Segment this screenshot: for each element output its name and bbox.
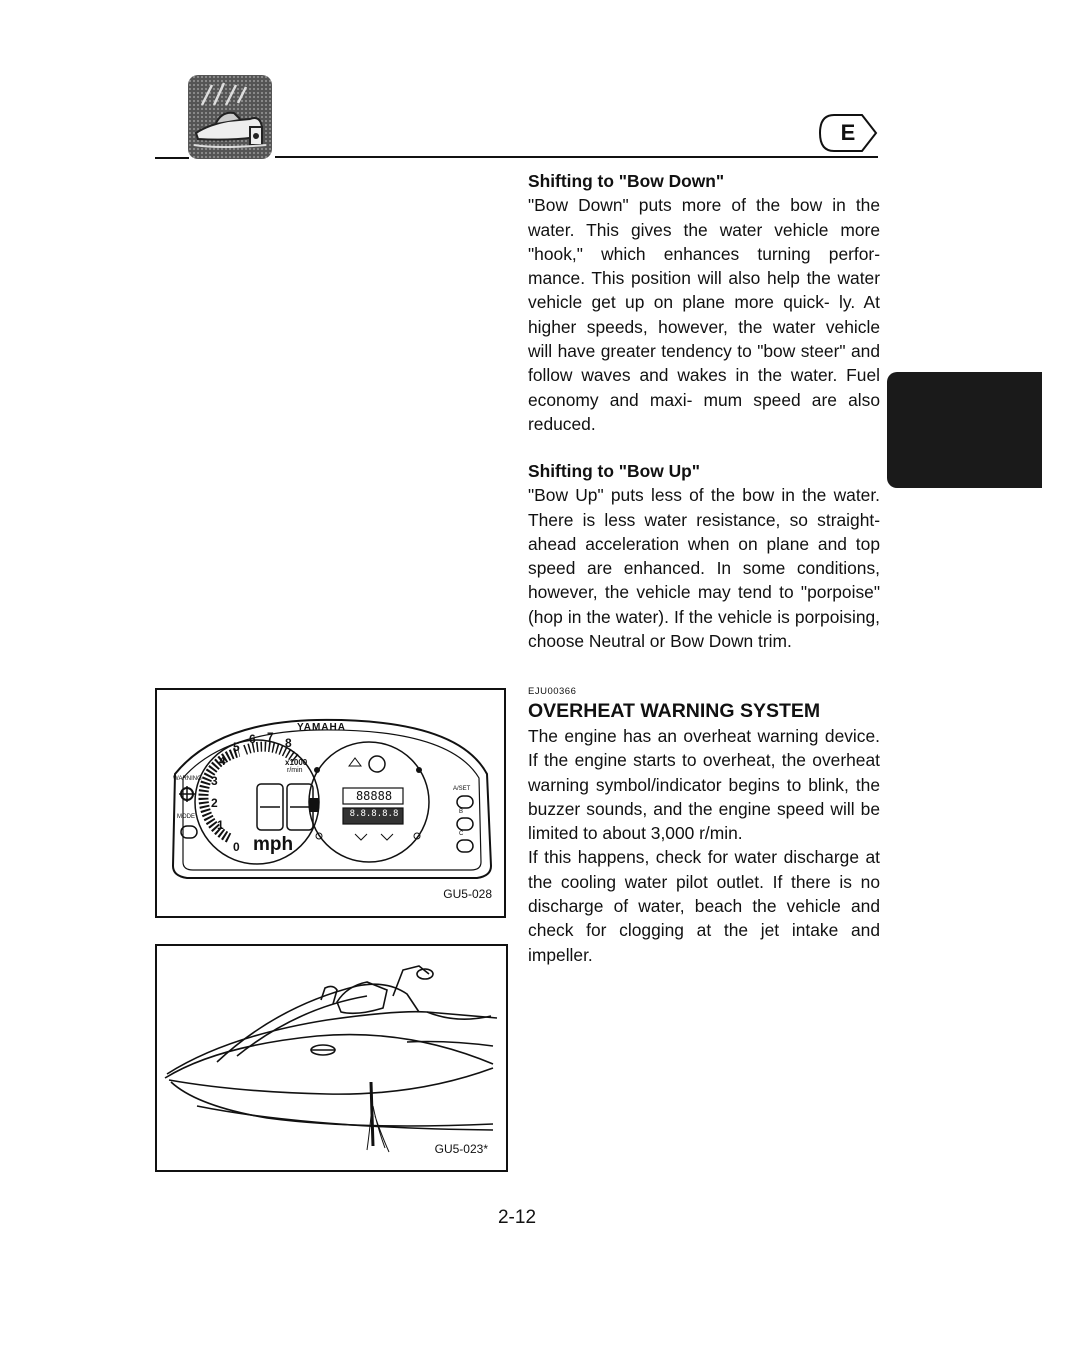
lcd-top: 88888 bbox=[355, 789, 393, 803]
figure-watercraft bbox=[155, 944, 508, 1172]
mode-label: MODE bbox=[177, 814, 195, 820]
bow-up-body: "Bow Up" puts less of the bow in the water. There is less water resistance, so straight-ahead acceleration when on plane and top speed are enhanced. In some conditions, however, the vehicle may tend to "porpoise" (hop in the water). If the vehicle is porpoising, choose Neutral or Bow Down trim. bbox=[528, 485, 880, 652]
button-b-label: B bbox=[459, 809, 464, 815]
section-bow-up bbox=[528, 459, 880, 653]
overheat-para-2: If this happens, check for water discharge at the cooling water pilot outlet. If there is no discharge of water, beach the vehicle and check for clogging at the jet intake and impeller. bbox=[528, 847, 880, 965]
watercraft-section-icon bbox=[188, 75, 272, 159]
lcd-bottom: 8.8.8.8.8 bbox=[349, 809, 399, 819]
tick-3: 3 bbox=[211, 774, 218, 788]
tick-0: 0 bbox=[233, 840, 240, 854]
figure2-label: GU5-023* bbox=[434, 1142, 488, 1156]
tick-7: 7 bbox=[267, 730, 274, 744]
tick-5: 5 bbox=[233, 740, 240, 754]
overheat-para-1: The engine has an overheat warning device. If the engine starts to overheat, the overheat warning symbol/indicator begins to blink, the buzzer sounds, and the engine speed will be limited to about 3,000 r/min. bbox=[528, 726, 880, 844]
section-code: EJU00366 bbox=[528, 686, 577, 697]
figure1-label: GU5-028 bbox=[443, 887, 492, 901]
tick-1: 1 bbox=[217, 818, 224, 832]
figure-meter-panel bbox=[155, 688, 506, 918]
header-rule-right bbox=[275, 156, 878, 158]
section-bow-down bbox=[528, 169, 880, 436]
chapter-thumb-tab bbox=[887, 372, 1042, 488]
button-c-label: C bbox=[459, 831, 464, 837]
bow-up-heading: Shifting to "Bow Up" bbox=[528, 461, 701, 481]
overheat-title: OVERHEAT WARNING SYSTEM bbox=[528, 700, 821, 722]
section-overheat bbox=[528, 686, 880, 967]
rpm-unit-2: r/min bbox=[287, 767, 303, 774]
tick-8: 8 bbox=[285, 736, 292, 750]
warning-label: WARNING bbox=[173, 776, 202, 782]
bow-down-body: "Bow Down" puts more of the bow in the water. This gives the water vehicle more "hook," which enhances turning perfor- mance. This position will also help the water vehicle get up on plane more quick- ly. At higher speeds, however, the water vehicle will have greater tendency to "bow steer" and follow waves and wakes in the water. Fuel economy and maxi- mum speed are also reduced. bbox=[528, 195, 880, 434]
rpm-unit: x1000 bbox=[285, 758, 308, 767]
brand-logo: YAMAHA bbox=[297, 722, 346, 733]
bow-down-heading: Shifting to "Bow Down" bbox=[528, 171, 725, 191]
language-badge bbox=[818, 113, 878, 153]
tick-6: 6 bbox=[249, 732, 256, 746]
header-rule-left bbox=[155, 157, 189, 159]
aset-label: A/SET bbox=[453, 786, 471, 792]
language-badge-letter: E bbox=[840, 120, 856, 145]
speed-digits bbox=[261, 785, 313, 831]
page-number: 2-12 bbox=[497, 1207, 537, 1228]
tick-2: 2 bbox=[211, 796, 218, 810]
tick-4: 4 bbox=[219, 754, 226, 768]
speed-unit: mph bbox=[253, 834, 294, 855]
